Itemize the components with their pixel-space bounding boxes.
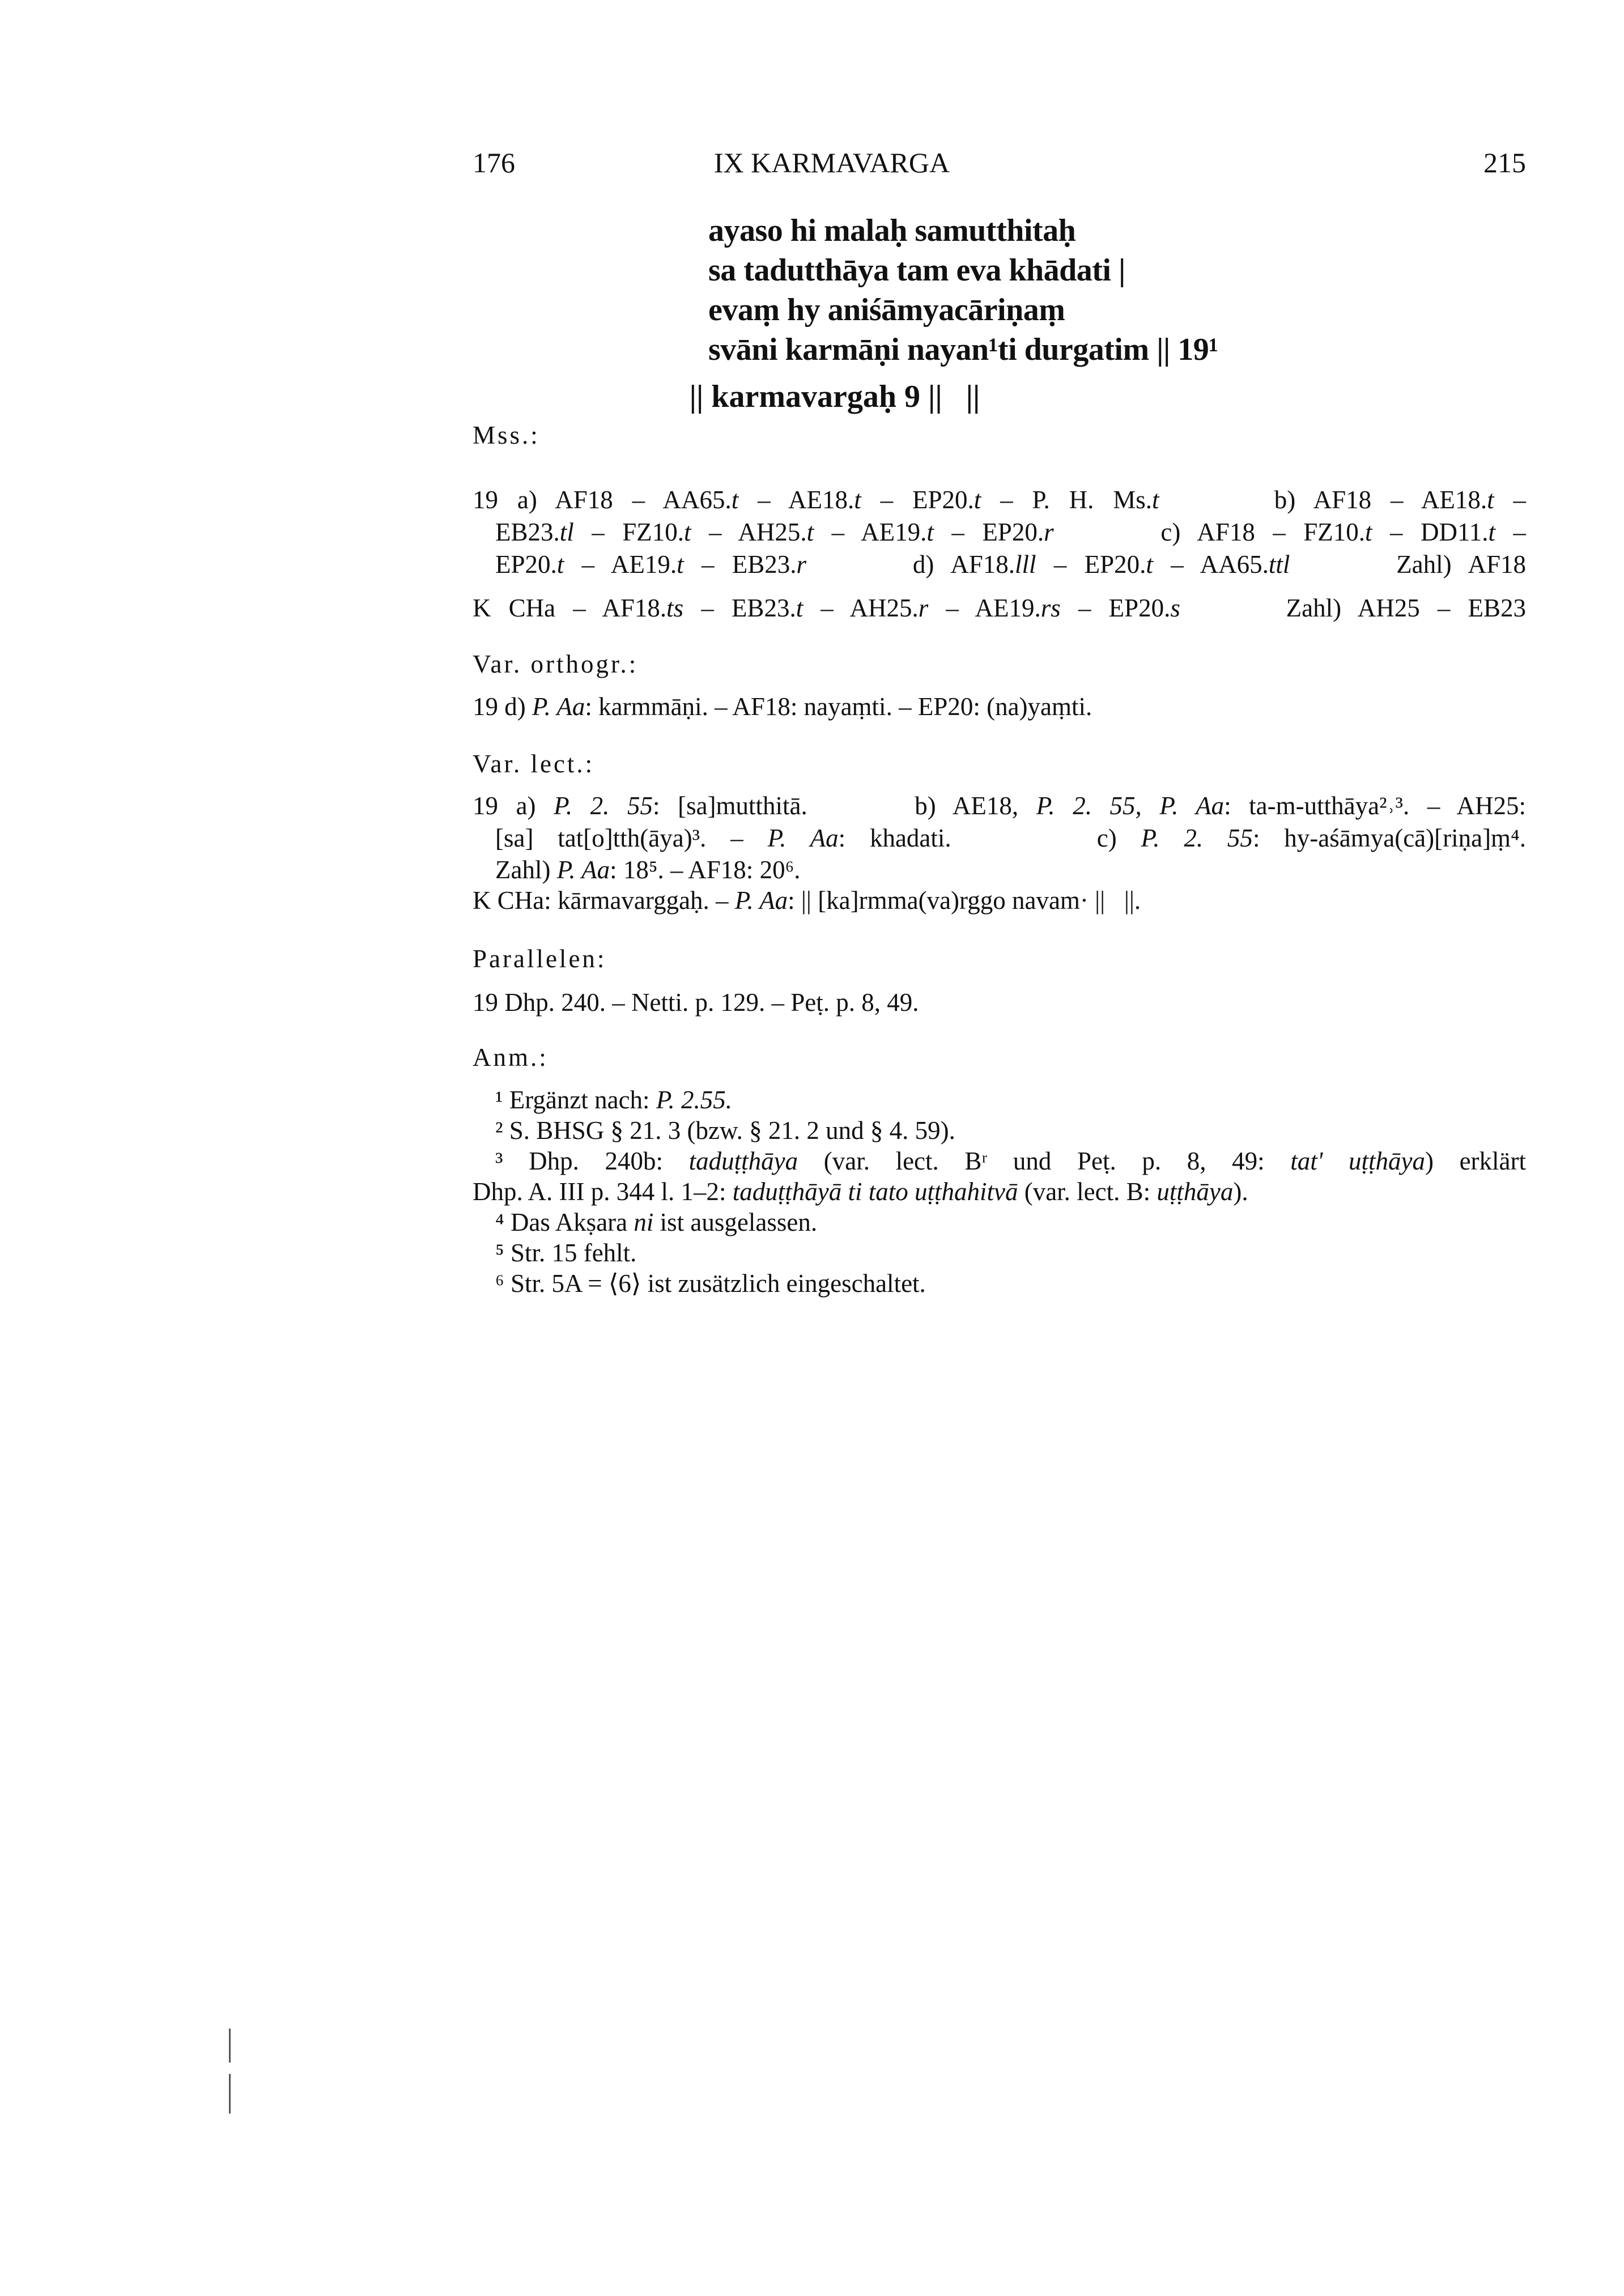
section-label-mss: Mss.:	[473, 421, 540, 449]
text: – AE19.	[928, 594, 1041, 622]
colophon: || karmavargaḥ 9 || ||	[689, 379, 980, 414]
var-lect-line	[473, 854, 1526, 885]
italic-text: t	[854, 486, 861, 514]
footnote-3	[473, 1146, 1526, 1176]
footnote-4	[473, 1207, 1526, 1238]
text: ⁴ Das Akṣara	[495, 1208, 634, 1236]
text: (var. lect. Bʳ und Peṭ. p. 8, 49:	[798, 1147, 1291, 1175]
text: 19 Dhp. 240. – Netti. p. 129. – Peṭ. p. 8, 49.	[473, 988, 919, 1017]
text: – EB23.	[683, 550, 797, 579]
footnote-2	[473, 1115, 1526, 1146]
italic-text: tat' uṭṭhāya	[1290, 1147, 1425, 1175]
text: –	[1494, 486, 1527, 514]
var-lect-line	[473, 822, 1526, 854]
italic-text: ttl	[1268, 550, 1290, 579]
verse-block	[708, 211, 1218, 369]
mss-line	[473, 516, 1526, 549]
text: – FZ10.	[573, 518, 684, 546]
page-number-right: 215	[1483, 147, 1526, 178]
text: – AA65.	[1153, 550, 1269, 579]
running-title: IX KARMAVARGA	[713, 147, 950, 178]
verse-line: svāni karmāṇi nayan¹ti durgatim || 19¹	[708, 332, 1218, 367]
text: 19 d)	[473, 692, 532, 721]
mss-k-line	[473, 592, 1526, 624]
text: – AE19.	[814, 518, 927, 546]
verse-line: sa tadutthāya tam eva khādati |	[708, 253, 1125, 288]
italic-text: taduṭṭhāyā ti tato uṭṭhahitvā	[732, 1177, 1018, 1206]
text: : 18⁵. – AF18: 20⁶.	[610, 856, 801, 884]
italic-text: t	[556, 550, 564, 579]
italic-text: uṭṭhāya	[1157, 1177, 1234, 1206]
italic-text: P. Aa	[734, 886, 788, 915]
italic-text: P. 2. 55	[1141, 824, 1253, 852]
text: – AE19.	[564, 550, 677, 579]
italic-text: taduṭṭhāya	[688, 1147, 798, 1175]
text: ² S. BHSG § 21. 3 (bzw. § 21. 2 und § 4. 59).	[495, 1116, 955, 1145]
mss-line	[473, 549, 1526, 581]
section-label-var-lect: Var. lect.:	[473, 750, 595, 778]
footnote-3-continued	[473, 1176, 1526, 1207]
parallelen-line	[473, 987, 1526, 1018]
mss-line	[473, 484, 1526, 516]
text: Zahl) AH25 – EB23	[1180, 594, 1526, 622]
var-lect-line	[473, 790, 1526, 822]
italic-text: P. Aa	[556, 856, 610, 884]
section-label-anm: Anm.:	[473, 1043, 549, 1072]
text: d) AF18.	[806, 550, 1015, 579]
italic-text: r	[1044, 518, 1054, 546]
text: : ta-m-utthāya²˒³. – AH25:	[1224, 792, 1526, 820]
verse-line: ayaso hi malaḥ samutthitaḥ	[708, 213, 1076, 248]
section-label-var-orthogr: Var. orthogr.:	[473, 650, 639, 678]
text: EP20.	[495, 550, 557, 579]
text: – AH25.	[691, 518, 807, 546]
italic-text: t	[1152, 486, 1159, 514]
text: [sa] tat[o]tth(āya)³. –	[495, 824, 768, 852]
italic-text: t	[1488, 518, 1496, 546]
italic-text: lll	[1015, 550, 1036, 579]
var-lect-k-line	[473, 885, 1526, 916]
italic-text: t	[1487, 486, 1494, 514]
italic-text: rs	[1040, 594, 1061, 622]
text: ).	[1233, 1177, 1248, 1206]
italic-text: r	[796, 550, 807, 579]
italic-text: t	[683, 518, 691, 546]
text: K CHa: kārmavarggaḥ. –	[473, 886, 735, 915]
text: – DD11.	[1372, 518, 1489, 546]
italic-text: t	[973, 486, 981, 514]
text: Dhp. A. III p. 344 l. 1–2:	[473, 1177, 733, 1206]
text: ⁶ Str. 5A = ⟨6⟩ ist zusätzlich eingeschaltet.	[495, 1269, 926, 1298]
parallelen-section	[473, 944, 1526, 1018]
italic-text: ni	[634, 1208, 654, 1236]
italic-text: t	[926, 518, 934, 546]
text: ¹ Ergänzt nach:	[495, 1086, 656, 1114]
page-number-left: 176	[473, 147, 515, 178]
text: : khadati. c)	[838, 824, 1141, 852]
italic-text: s	[1170, 594, 1180, 622]
text: – EB23.	[683, 594, 796, 622]
italic-text: t	[1146, 550, 1153, 579]
var-lect-section	[473, 749, 1526, 916]
italic-text: P. 2. 55	[554, 792, 653, 820]
scan-mark	[229, 2074, 231, 2114]
italic-text: t	[677, 550, 684, 579]
footnote-5	[473, 1238, 1526, 1268]
italic-text: tl	[559, 518, 574, 546]
text: : [sa]mutthitā. b) AE18,	[653, 792, 1036, 820]
anm-section	[473, 1043, 1526, 1299]
text: EB23.	[495, 518, 560, 546]
text: : || [ka]rmma(va)rggo navam· || ||.	[788, 886, 1141, 915]
italic-text: t	[731, 486, 739, 514]
text: b) AF18 – AE18.	[1159, 486, 1487, 514]
italic-text: P. Aa	[767, 824, 839, 852]
text: ) erklärt	[1425, 1147, 1526, 1175]
text: – P. H. Ms.	[981, 486, 1153, 514]
italic-text: P. 2.55.	[656, 1086, 732, 1114]
text: : karmmāṇi. – AF18: nayaṃti. – EP20: (na)yaṃti.	[585, 692, 1092, 721]
italic-text: P. Aa	[532, 692, 585, 721]
text: ist ausgelassen.	[653, 1208, 818, 1236]
text: ⁵ Str. 15 fehlt.	[495, 1239, 637, 1267]
italic-text: P. 2. 55, P. Aa	[1036, 792, 1225, 820]
section-label-parallelen: Parallelen:	[473, 945, 607, 973]
italic-text: t	[806, 518, 814, 546]
text: (var. lect. B:	[1018, 1177, 1157, 1206]
var-orthogr-section	[473, 649, 1526, 722]
text: Zahl) AF18	[1290, 550, 1526, 579]
text: –	[1495, 518, 1527, 546]
text: Zahl)	[495, 856, 557, 884]
text: 19 a) AF18 – AA65.	[473, 486, 732, 514]
footnote-6	[473, 1268, 1526, 1299]
text: – EP20.	[1036, 550, 1146, 579]
italic-text: ts	[666, 594, 684, 622]
text: 19 a)	[473, 792, 554, 820]
var-orthogr-line	[473, 691, 1526, 722]
text: ³ Dhp. 240b:	[495, 1147, 689, 1175]
text: – AE18.	[738, 486, 854, 514]
scan-mark	[229, 2029, 231, 2063]
text: – EP20.	[933, 518, 1044, 546]
text: K CHa – AF18.	[473, 594, 667, 622]
italic-text: t	[796, 594, 804, 622]
verse-line: evaṃ hy aniśāmyacāriṇaṃ	[708, 292, 1065, 328]
text: c) AF18 – FZ10.	[1053, 518, 1366, 546]
footnote-1	[473, 1085, 1526, 1115]
text: : hy-aśāmya(cā)[riṇa]ṃ⁴.	[1252, 824, 1526, 852]
text: – EP20.	[861, 486, 974, 514]
text: – EP20.	[1060, 594, 1171, 622]
italic-text: t	[1365, 518, 1372, 546]
mss-section	[473, 420, 1526, 624]
text: – AH25.	[803, 594, 919, 622]
italic-text: r	[918, 594, 929, 622]
